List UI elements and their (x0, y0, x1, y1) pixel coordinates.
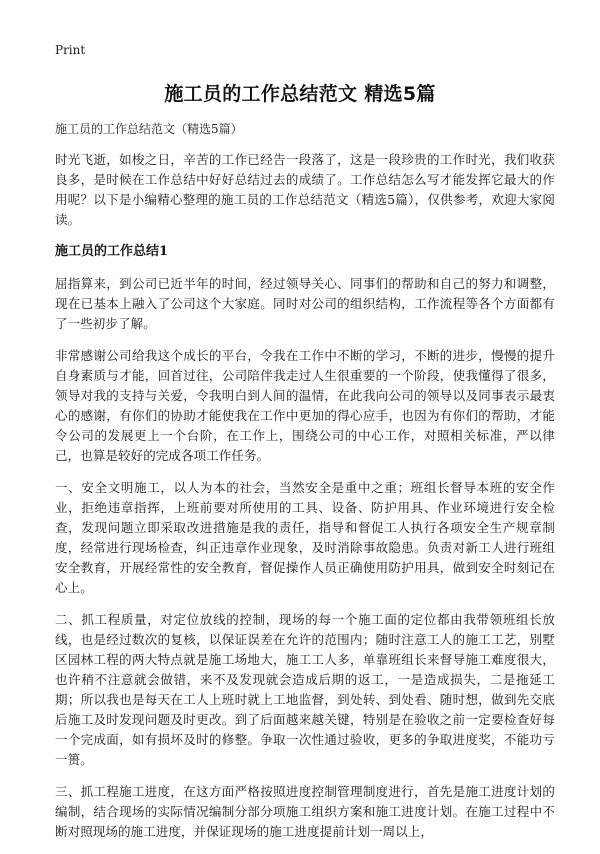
article-body (55, 150, 555, 854)
page-title: 施工员的工作总结范文 精选5篇 (164, 83, 436, 105)
body-paragraph: 屈指算来，到公司已近半年的时间，经过领导关心、同事们的帮助和自己的努力和调整，现在已基本上融入了公司这个大家庭。同时对公司的组织结构，工作流程等各个方面都有了一些初步了解。 (55, 276, 555, 331)
document-subtitle: 施工员的工作总结范文（精选5篇） (55, 122, 243, 136)
body-paragraph: 二、抓工程质量，对定位放线的控制，现场的每一个施工面的定位都由我带领班组长放线，也是经过数次的复核，以保证误差在允许的范围内；随时注意工人的施工工艺，别墅区园林工程的两大特点就是施工场地大，施工工人多，单靠班组长来督导施工难度很大，也许稍不注意就会做错，来不及发现就会造成后期的返工，一是造成损失，二是拖延工期；所以我也是每天在工人上班时就上工地监督，到处转、到处看、随时想，做到先交底后施工及时发现问题及时更改。到了后面越来越关键，特别是在验收之前一定要检查好每一个完成面，如有损坏及时的修整。争取一次性通过验收，更多的争取进度奖，不能功亏一篑。 (55, 612, 555, 767)
intro-paragraph: 时光飞逝，如梭之日，辛苦的工作已经告一段落了，这是一段珍贵的工作时光，我们收获良多，是时候在工作总结中好好总结过去的成绩了。工作总结怎么写才能发挥它最大的作用呢？以下是小编精心整理的施工员的工作总结范文（精选5篇），仅供参考，欢迎大家阅读。 (55, 152, 555, 227)
print-link[interactable]: Print (55, 43, 86, 57)
body-paragraph: 非常感谢公司给我这个成长的平台，令我在工作中不断的学习，不断的进步，慢慢的提升自身素质与才能，回首过往，公司陪伴我走过人生很重要的一个阶段，使我懂得了很多，领导对我的支持与关爱，令我明白到人间的温情，在此我向公司的领导以及同事表示最衷心的感谢，有你们的协助才能使我在工作中更加的得心应手，也因为有你们的帮助，才能令公司的发展更上一个台阶，在工作上，围绕公司的中心工作，对照相关标准，严以律己，也算是较好的完成各项工作任务。 (55, 348, 555, 463)
body-paragraph: 三、抓工程施工进度，在这方面严格按照进度控制管理制度进行，首先是施工进度计划的编制，结合现场的实际情况编制分部分项施工组织方案和施工进度计划。在施工过程中不断对照现场的施工进度，并保证现场的施工进度提前计划一周以上， (55, 784, 555, 839)
section-heading: 施工员的工作总结1 (55, 244, 169, 259)
body-paragraph: 一、安全文明施工，以人为本的社会，当然安全是重中之重；班组长督导本班的安全作业，拒绝违章指挥，上班前要对所使用的工具、设备、防护用具、作业环境进行安全检查，发现问题立即采取改进措施是我的责任，指导和督促工人执行各项安全生产规章制度，经常进行现场检查，纠正违章作业现象，及时消除事故隐患。负责对新工人进行班组安全教育，开展经常性的安全教育，督促操作人员正确使用防护用具，做到安全时刻记在心上。 (55, 480, 555, 595)
